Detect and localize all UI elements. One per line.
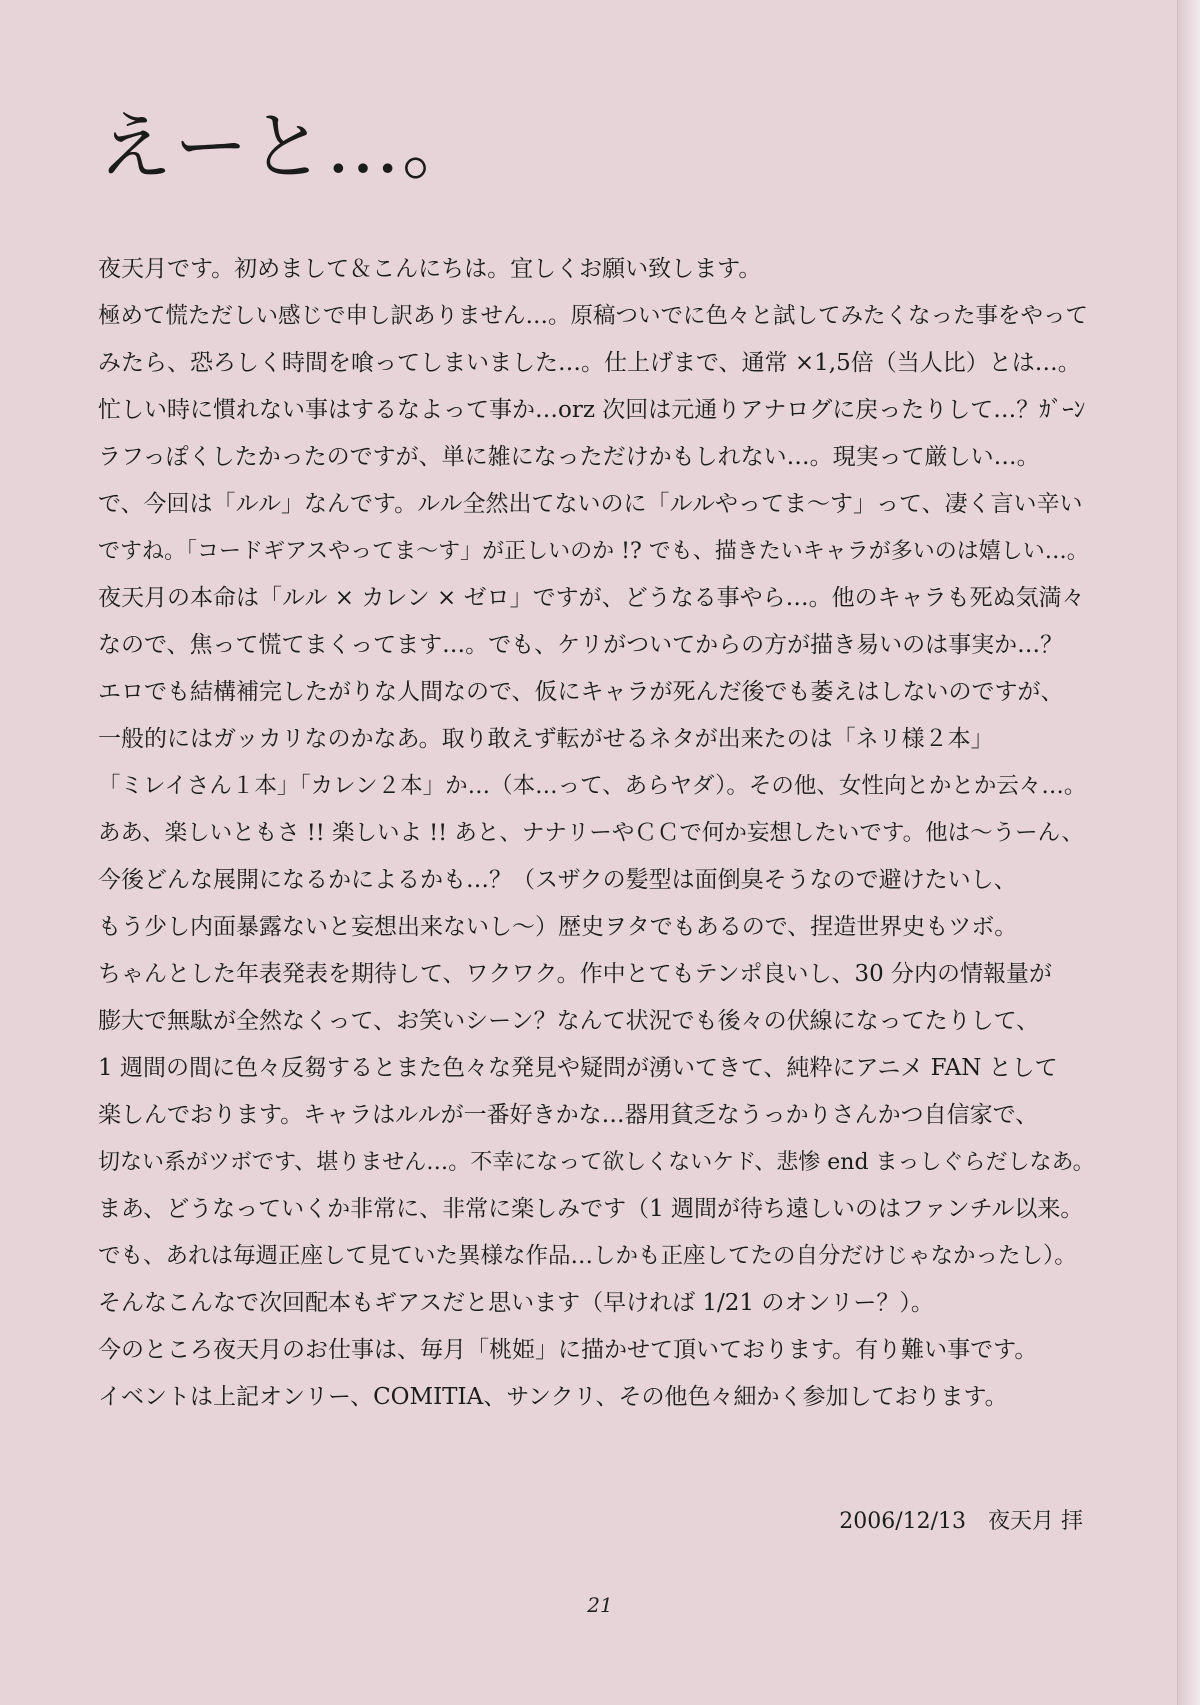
text-line: 夜天月です。初めまして＆こんにちは。宜しくお願い致します。 bbox=[98, 256, 762, 282]
text-line: ですね。「コードギアスやってま～す」が正しいのか !? でも、描きたいキャラが多いのは嬉しい…。 bbox=[98, 539, 1089, 564]
text-line: 1 週間の間に色々反芻するとまた色々な発見や疑問が湧いてきて、純粋にアニメ FAN として bbox=[98, 1055, 1058, 1081]
text-line: 忙しい時に慣れない事はするなよって事か…orz 次回は元通りアナログに戻ったりして…？ｶﾞｰﾝ bbox=[98, 397, 1086, 423]
page-number: 21 bbox=[587, 1593, 613, 1617]
page-title: えーと…。 bbox=[98, 104, 478, 190]
text-line: 極めて慌ただしい感じで申し訳ありません…。原稿ついでに色々と試してみたくなった事をやって bbox=[98, 303, 1089, 329]
text-line: ああ、楽しいともさ !! 楽しいよ !! あと、ナナリーやＣＣで何か妄想したいです。他は～うーん、 bbox=[98, 820, 1084, 846]
text-line: ラフっぽくしたかったのですが、単に雑になっただけかもしれない…。現実って厳しい…。 bbox=[98, 444, 1040, 470]
text-line: 膨大で無駄が全然なくって、お笑いシーン？なんて状況でも後々の伏線になってたりして、 bbox=[98, 1008, 1040, 1034]
page-edge bbox=[1177, 0, 1200, 1705]
signature: 2006/12/13 夜天月 拝 bbox=[839, 1509, 1083, 1534]
text-line: まあ、どうなっていくか非常に、非常に楽しみです（1 週間が待ち遠しいのはファンチル以来。 bbox=[98, 1196, 1084, 1222]
text-line: みたら、恐ろしく時間を喰ってしまいました…。仕上げまで、通常 ×1,5倍（当人比）とは…。 bbox=[98, 350, 1081, 376]
text-line: で、今回は「ルル」なんです。ルル全然出てないのに「ルルやってま～す」って、凄く言い辛い bbox=[98, 491, 1083, 517]
text-line: エロでも結構補完したがりな人間なので、仮にキャラが死んだ後でも萎えはしないのですが、 bbox=[98, 679, 1064, 705]
text-line: ちゃんとした年表発表を期待して、ワクワク。作中とてもテンポ良いし、30 分内の情報量が bbox=[98, 961, 1053, 987]
text-line: もう少し内面暴露ないと妄想出来ないし～）歴史ヲタでもあるので、捏造世界史もツボ。 bbox=[98, 914, 1018, 940]
text-line: 今のところ夜天月のお仕事は、毎月「桃姫」に描かせて頂いております。有り難い事です。 bbox=[98, 1337, 1038, 1363]
text-line: 「ミレイさん１本」「カレン２本」か…（本…って、あらヤダ）。その他、女性向とかとか云々…。 bbox=[98, 773, 1087, 799]
body-text bbox=[98, 258, 1098, 1433]
text-line: 一般的にはガッカリなのかなあ。取り敢えず転がせるネタが出来たのは「ネリ様２本」 bbox=[98, 726, 994, 752]
text-line: 楽しんでおります。キャラはルルが一番好きかな…器用貧乏なうっかりさんかつ自信家で、 bbox=[98, 1102, 1039, 1128]
text-line: 今後どんな展開になるかによるかも…？（スザクの髪型は面倒臭そうなので避けたいし、 bbox=[98, 867, 1017, 893]
text-line: 夜天月の本命は「ルル × カレン × ゼロ」ですが、どうなる事やら…。他のキャラも死ぬ気満々 bbox=[98, 585, 1085, 611]
text-line: なので、焦って慌てまくってます…。でも、ケリがついてからの方が描き易いのは事実か…？ bbox=[98, 632, 1064, 658]
text-line: 切ない系がツボです、堪りません…。不幸になって欲しくないケド、悲惨 end まっしぐらだしなあ。 bbox=[98, 1150, 1095, 1175]
text-line: でも、あれは毎週正座して見ていた異様な作品…しかも正座してたの自分だけじゃなかったし）。 bbox=[98, 1243, 1077, 1269]
text-line: イベントは上記オンリー、COMITIA、サンクリ、その他色々細かく参加しております。 bbox=[98, 1384, 1008, 1410]
text-line: そんなこんなで次回配本もギアスだと思います（早ければ 1/21 のオンリー？）。 bbox=[98, 1290, 934, 1316]
